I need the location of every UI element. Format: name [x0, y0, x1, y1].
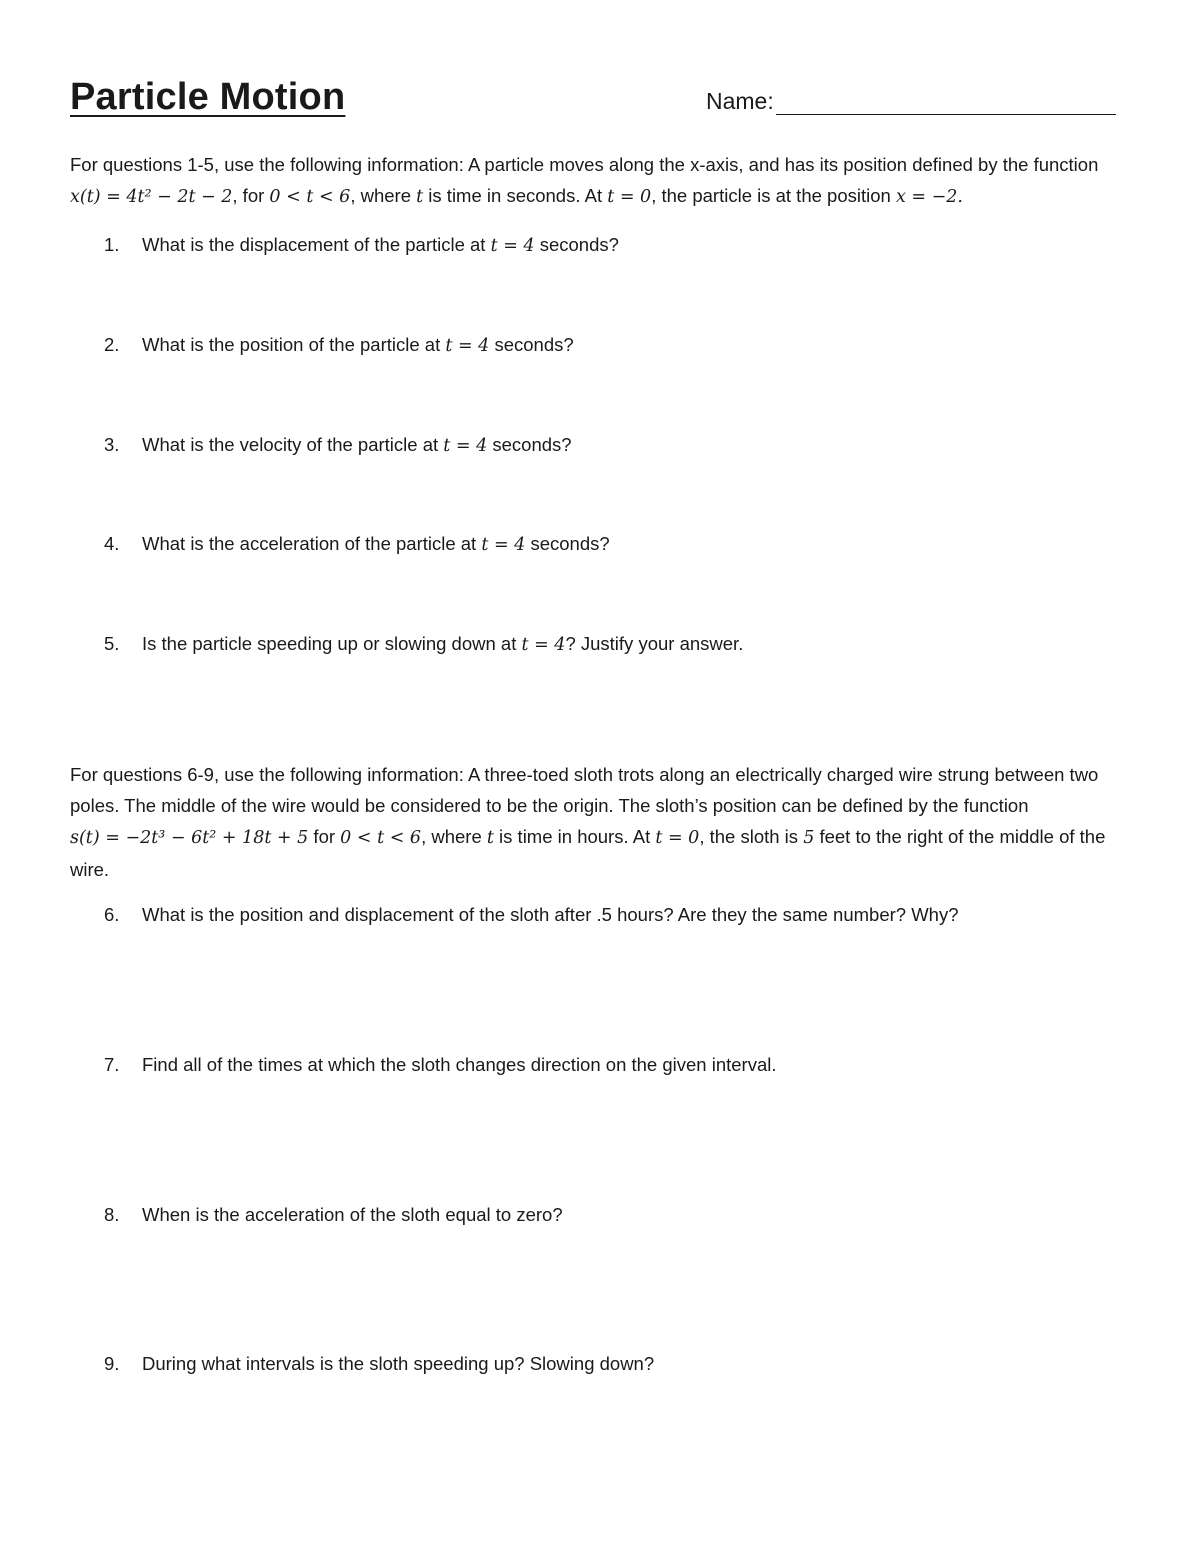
- question-text-part: seconds?: [489, 334, 574, 355]
- section2-intro: [70, 759, 1135, 885]
- position-function: s(t) = −2t³ − 6t² + 18t + 5: [70, 828, 309, 848]
- intro-text: , the particle is at the position: [651, 185, 896, 206]
- initial-distance: 5: [803, 828, 815, 848]
- question-number: 8.: [104, 1204, 120, 1225]
- time-interval: 0 < t < 6: [340, 828, 422, 848]
- intro-text: is time in seconds. At: [423, 185, 608, 206]
- name-blank-line[interactable]: [776, 88, 1116, 115]
- name-field[interactable]: [706, 88, 1116, 115]
- question-number: 6.: [104, 904, 120, 925]
- intro-text: For questions 6-9, use the following information: A three-toed sloth trots along an electrically charged wire strung between two poles. The middle of the wire would be considered to be the origin. The sloth’s position can be defined by the function: [70, 764, 1099, 816]
- question-6: [104, 902, 959, 928]
- question-number: 1.: [104, 234, 120, 255]
- question-9: [104, 1351, 654, 1377]
- initial-time: t = 0: [655, 828, 700, 848]
- question-text: When is the acceleration of the sloth equal to zero?: [142, 1204, 563, 1225]
- question-text-part: ? Justify your answer.: [565, 633, 744, 654]
- initial-time: t = 0: [607, 187, 652, 207]
- time-variable: t: [416, 187, 424, 207]
- question-text-part: What is the acceleration of the particle at: [142, 533, 482, 554]
- question-1: [104, 232, 619, 259]
- question-number: 7.: [104, 1054, 120, 1075]
- question-text-part: seconds?: [525, 533, 610, 554]
- question-text: What is the position and displacement of the sloth after .5 hours? Are they the same number? Why?: [142, 904, 959, 925]
- question-7: [104, 1052, 777, 1078]
- question-4: [104, 531, 610, 558]
- question-text: [142, 531, 610, 558]
- question-text: [142, 232, 619, 259]
- question-number: 3.: [104, 434, 120, 455]
- initial-position: x = −2.: [895, 187, 963, 207]
- question-text-part: What is the position of the particle at: [142, 334, 446, 355]
- intro-text: feet to the right of the middle of the wire.: [70, 826, 1106, 880]
- position-function: x(t) = 4t² − 2t − 2: [70, 187, 233, 207]
- question-math: t = 4: [481, 535, 526, 555]
- question-8: [104, 1202, 563, 1228]
- question-text: Find all of the times at which the sloth changes direction on the given interval.: [142, 1054, 777, 1075]
- intro-text: for: [308, 826, 341, 847]
- question-text-part: What is the displacement of the particle at: [142, 234, 491, 255]
- question-number: 9.: [104, 1353, 120, 1374]
- question-text: [142, 332, 574, 359]
- intro-text: , for: [232, 185, 270, 206]
- question-math: t = 4: [445, 336, 490, 356]
- intro-text: is time in hours. At: [493, 826, 656, 847]
- question-3: [104, 432, 572, 459]
- question-math: t = 4: [521, 635, 566, 655]
- question-math: t = 4: [443, 436, 488, 456]
- question-number: 5.: [104, 633, 120, 654]
- time-variable: t: [486, 828, 494, 848]
- name-label: Name:: [706, 88, 774, 114]
- question-text-part: Is the particle speeding up or slowing down at: [142, 633, 522, 654]
- question-number: 4.: [104, 533, 120, 554]
- question-text: [142, 631, 743, 658]
- intro-text: , where: [421, 826, 487, 847]
- question-text: During what intervals is the sloth speeding up? Slowing down?: [142, 1353, 655, 1374]
- question-math: t = 4: [490, 236, 535, 256]
- question-5: [104, 631, 743, 658]
- page-title: Particle Motion: [70, 76, 346, 118]
- intro-text: , the sloth is: [699, 826, 804, 847]
- question-text: [142, 432, 572, 459]
- intro-text: For questions 1-5, use the following information: A particle moves along the x-axis, and has its position defined by the function: [70, 154, 1099, 175]
- section1-intro: [70, 149, 1135, 213]
- question-number: 2.: [104, 334, 120, 355]
- question-text-part: seconds?: [487, 434, 572, 455]
- intro-text: , where: [350, 185, 417, 206]
- question-text-part: seconds?: [534, 234, 619, 255]
- time-interval: 0 < t < 6: [269, 187, 351, 207]
- question-text-part: What is the velocity of the particle at: [142, 434, 444, 455]
- question-2: [104, 332, 574, 359]
